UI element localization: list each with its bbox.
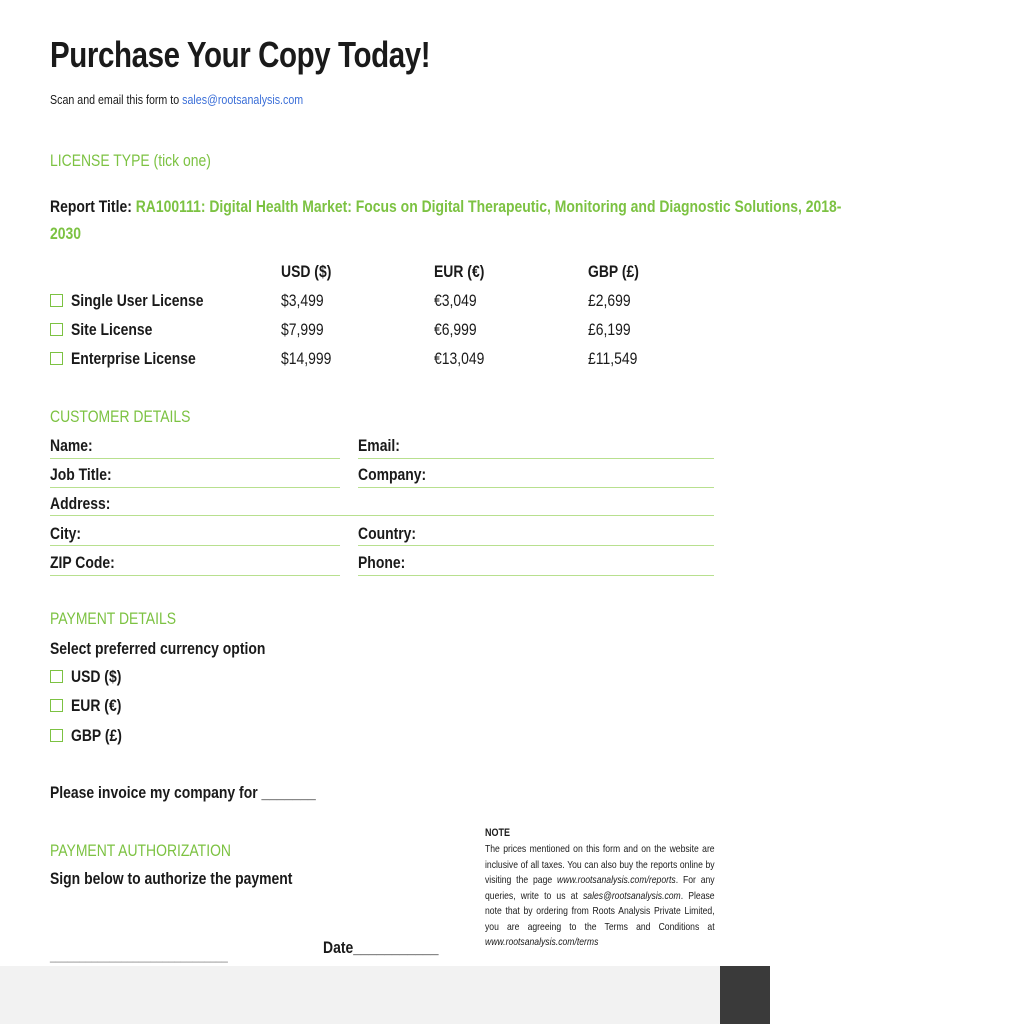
checkbox[interactable] bbox=[50, 670, 63, 683]
phone-label: Phone: bbox=[358, 553, 406, 572]
page-subtitle bbox=[50, 92, 359, 107]
country-label: Country: bbox=[358, 524, 417, 543]
sign-label: Sign below to authorize the payment bbox=[50, 869, 293, 888]
col-gbp-header: GBP (£) bbox=[588, 262, 639, 281]
sales-email-link[interactable]: sales@rootsanalysis.com bbox=[182, 92, 304, 107]
price-eur: €6,999 bbox=[434, 320, 477, 339]
currency-option-gbp[interactable]: GBP (£) bbox=[50, 726, 133, 746]
phone-field[interactable] bbox=[358, 575, 714, 576]
price-usd: $14,999 bbox=[281, 349, 332, 368]
price-gbp: £6,199 bbox=[588, 320, 631, 339]
report-title-label: Report Title: bbox=[50, 197, 132, 216]
col-eur-header: EUR (€) bbox=[434, 262, 485, 281]
customer-section-title: CUSTOMER DETAILS bbox=[50, 407, 191, 426]
note-box bbox=[485, 842, 721, 951]
price-usd: $3,499 bbox=[281, 291, 324, 310]
page-title: Purchase Your Copy Today! bbox=[50, 34, 431, 75]
price-gbp: £11,549 bbox=[588, 349, 638, 368]
job-title-field[interactable] bbox=[50, 487, 340, 488]
reports-url[interactable]: www.rootsanalysis.com/reports bbox=[557, 874, 676, 886]
company-field[interactable] bbox=[358, 487, 714, 488]
city-field[interactable] bbox=[50, 545, 340, 546]
report-title-value: RA100111: Digital Health Market: Focus on Digital Therapeutic, Monitoring and Diagnostic Solutions, 2018- bbox=[135, 197, 842, 216]
checkbox[interactable] bbox=[50, 294, 63, 307]
name-label: Name: bbox=[50, 436, 93, 455]
checkbox[interactable] bbox=[50, 323, 63, 336]
checkbox[interactable] bbox=[50, 729, 63, 742]
license-row-enterprise[interactable]: Enterprise License bbox=[50, 349, 223, 369]
license-row-site[interactable]: Site License bbox=[50, 320, 170, 340]
zip-label: ZIP Code: bbox=[50, 553, 115, 572]
authorization-section-title: PAYMENT AUTHORIZATION bbox=[50, 841, 231, 860]
checkbox[interactable] bbox=[50, 699, 63, 712]
price-gbp: £2,699 bbox=[588, 291, 631, 310]
email-label: Email: bbox=[358, 436, 400, 455]
price-eur: €3,049 bbox=[434, 291, 477, 310]
address-field[interactable] bbox=[50, 515, 714, 516]
col-usd-header: USD ($) bbox=[281, 262, 332, 281]
zip-field[interactable] bbox=[50, 575, 340, 576]
report-title-continued: 2030 bbox=[50, 224, 82, 243]
currency-option-usd[interactable]: USD ($) bbox=[50, 667, 132, 687]
email-field[interactable] bbox=[358, 458, 714, 459]
footer-corner-block bbox=[720, 966, 770, 1024]
report-title bbox=[50, 197, 1015, 217]
note-email[interactable]: sales@rootsanalysis.com bbox=[582, 889, 681, 902]
date-field[interactable]: Date___________ bbox=[323, 938, 439, 957]
country-field[interactable] bbox=[358, 545, 714, 546]
license-section-title: LICENSE TYPE (tick one) bbox=[50, 151, 211, 170]
subtitle-text: Scan and email this form to bbox=[50, 92, 183, 107]
currency-select-label: Select preferred currency option bbox=[50, 639, 266, 658]
license-row-single[interactable]: Single User License bbox=[50, 291, 233, 311]
price-eur: €13,049 bbox=[434, 349, 485, 368]
city-label: City: bbox=[50, 524, 81, 543]
invoice-text: Please invoice my company for _______ bbox=[50, 783, 316, 802]
job-title-label: Job Title: bbox=[50, 465, 112, 484]
signature-line[interactable]: ______________________________ bbox=[50, 948, 228, 963]
note-body: The prices mentioned on this form and on the website are inclusive of all taxes. You can also buy the reports online by visiting the page www.rootsanalysis.com/reports. For any queries, write to us at sales@rootsanalysis.com. Please note that by ordering from Roots Analysis Private Limited, you are agreeing to the Terms and Conditions at www.rootsanalysis.com/terms bbox=[485, 843, 715, 948]
terms-url[interactable]: www.rootsanalysis.com/terms bbox=[485, 936, 599, 948]
company-label: Company: bbox=[358, 465, 427, 484]
payment-section-title: PAYMENT DETAILS bbox=[50, 609, 177, 628]
address-label: Address: bbox=[50, 494, 111, 513]
name-field[interactable] bbox=[50, 458, 340, 459]
currency-option-eur[interactable]: EUR (€) bbox=[50, 696, 132, 716]
footer-band bbox=[0, 966, 770, 1024]
price-usd: $7,999 bbox=[281, 320, 324, 339]
note-title: NOTE bbox=[485, 827, 511, 839]
checkbox[interactable] bbox=[50, 352, 63, 365]
